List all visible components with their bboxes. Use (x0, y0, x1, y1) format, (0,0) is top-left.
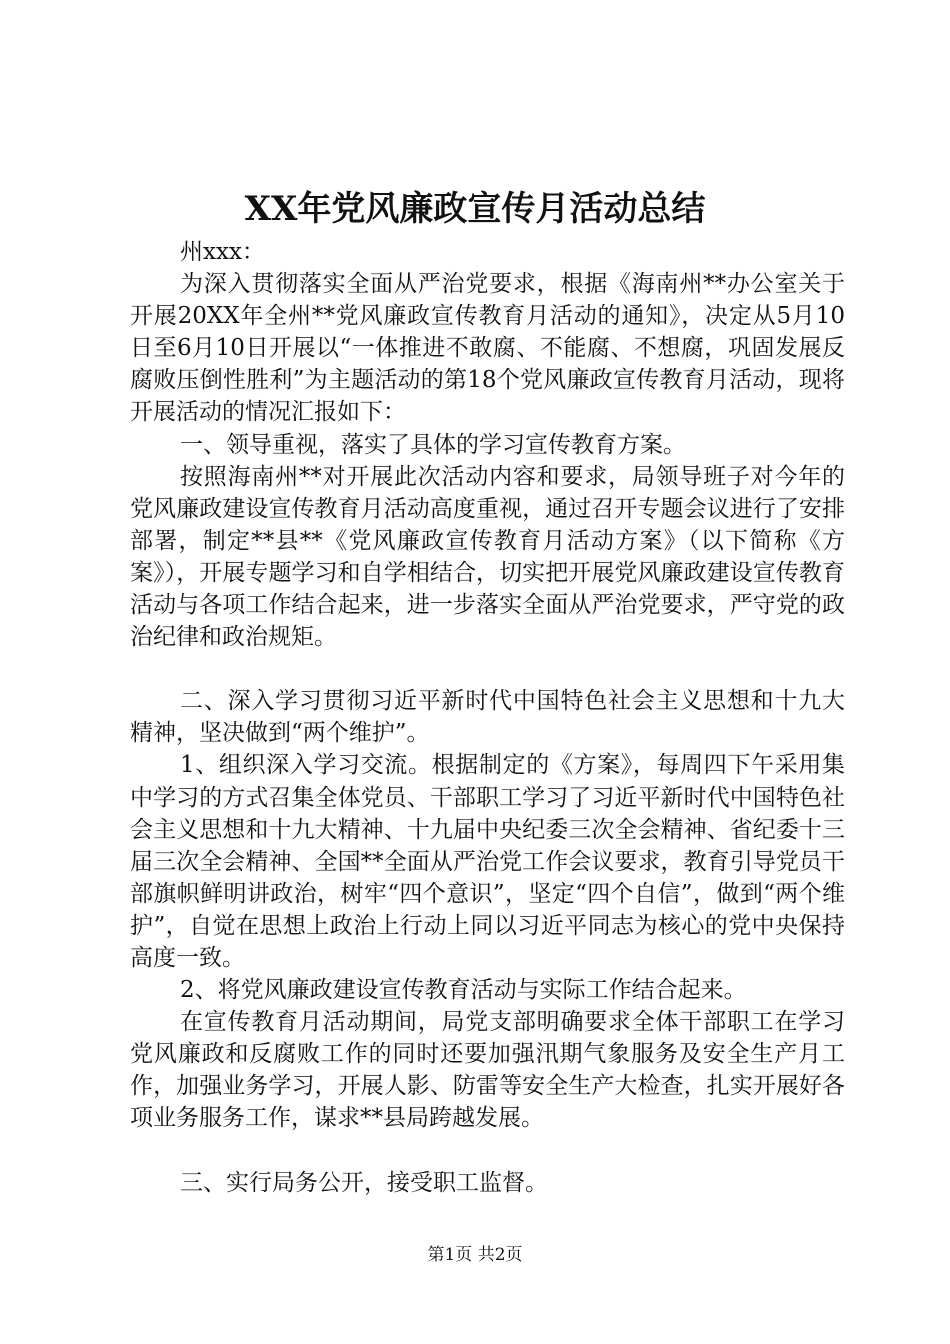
section-heading-3: 三、实行局务公开，接受职工监督。 (180, 1169, 548, 1196)
paragraph-section-1: 按照海南州**对开展此次活动内容和要求，局领导班子对今年的党风廉政建设宣传教育月活动高度重视，通过召开专题会议进行了安排部署，制定**县**《党风廉政宣传教育月活动方案》（以下简称《方案》），开展专题学习和自学相结合，切实把开展党风廉政建设宣传教育活动与各项工作结合起来，进一步落实全面从严治党要求，严守党的政治纪律和政治规矩。 (130, 463, 845, 651)
item-heading-2: 2、将党风廉政建设宣传教育活动与实际工作结合起来。 (180, 977, 747, 1004)
section-heading-2: 二、深入学习贯彻习近平新时代中国特色社会主义思想和十九大精神，坚决做到“两个维护”。 (130, 688, 845, 747)
page-number: 第1页 共2页 (427, 1245, 523, 1265)
section-heading-1: 一、领导重视，落实了具体的学习宣传教育方案。 (180, 431, 686, 458)
salutation: 州xxx： (180, 239, 265, 265)
paragraph-intro: 为深入贯彻落实全面从严治党要求，根据《海南州**办公室关于开展20XX年全州**党风廉政宣传教育月活动的通知》，决定从5月10日至6月10日开展以“一体推进不敢腐、不能腐、不想腐，巩固发展反腐败压倒性胜利”为主题活动的第18个党风廉政宣传教育月活动，现将开展活动的情况汇报如下： (130, 271, 845, 426)
document-title: XX年党风廉政宣传月活动总结 (244, 189, 706, 229)
paragraph-item-2: 在宣传教育月活动期间，局党支部明确要求全体干部职工在学习党风廉政和反腐败工作的同时还要加强汛期气象服务及安全生产月工作，加强业务学习，开展人影、防雷等安全生产大检查，扎实开展好各项业务服务工作，谋求**县局跨越发展。 (130, 1009, 845, 1132)
document-body (130, 236, 845, 1199)
paragraph-item-1: 1、组织深入学习交流。根据制定的《方案》，每周四下午采用集中学习的方式召集全体党员、干部职工学习了习近平新时代中国特色社会主义思想和十九大精神、十九届中央纪委三次全会精神、省纪委十三届三次全会精神、全国**全面从严治党工作会议要求，教育引导党员干部旗帜鲜明讲政治，树牢“四个意识”，坚定“四个自信”，做到“两个维护”，自觉在思想上政治上行动上同以习近平同志为核心的党中央保持高度一致。 (130, 752, 845, 971)
